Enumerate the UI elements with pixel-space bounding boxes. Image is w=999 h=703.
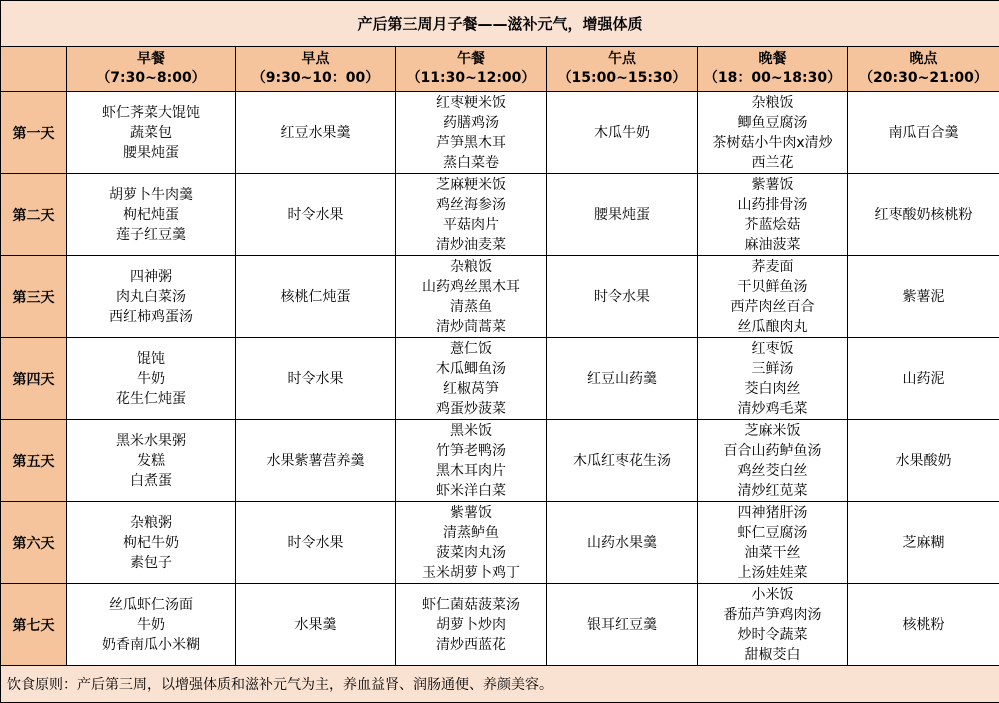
dish-item: 竹笋老鸭汤	[396, 441, 546, 461]
menu-cell	[67, 256, 236, 338]
menu-cell	[698, 256, 848, 338]
dish-item: 鸡蛋炒菠菜	[396, 399, 546, 419]
day-row	[1, 502, 999, 584]
dish-item: 牛奶	[67, 615, 235, 635]
dish-item: 山药鸡丝黑木耳	[396, 277, 546, 297]
dish-item: 鸡丝茭白丝	[698, 461, 847, 481]
dish-item: 素包子	[67, 553, 235, 573]
dish-item: 胡萝卜炒肉	[396, 615, 546, 635]
dish-item: 平菇肉片	[396, 215, 546, 235]
menu-cell	[236, 584, 396, 666]
dish-item: 炒时令蔬菜	[698, 625, 847, 645]
day-label: 第二天	[1, 174, 67, 256]
dish-item: 奶香南瓜小米糊	[67, 635, 235, 655]
day-row	[1, 92, 999, 174]
meal-name: 午点	[547, 50, 697, 69]
dish-item: 油菜干丝	[698, 543, 847, 563]
menu-cell	[848, 420, 999, 502]
menu-cell	[236, 502, 396, 584]
dish-item: 时令水果	[236, 369, 395, 389]
menu-cell	[848, 92, 999, 174]
day-label: 第六天	[1, 502, 67, 584]
menu-cell	[547, 92, 698, 174]
dish-item: 百合山药鲈鱼汤	[698, 441, 847, 461]
menu-cell	[396, 420, 547, 502]
dish-item: 芝麻糊	[848, 533, 999, 553]
meal-header	[848, 47, 999, 92]
meal-name: 午餐	[396, 50, 546, 69]
dish-item: 甜椒茭白	[698, 645, 847, 665]
menu-cell	[396, 92, 547, 174]
menu-cell	[547, 338, 698, 420]
day-row	[1, 174, 999, 256]
dish-item: 麻油菠菜	[698, 235, 847, 255]
menu-cell	[848, 502, 999, 584]
dish-item: 虾仁菌菇菠菜汤	[396, 595, 546, 615]
dish-item: 紫薯泥	[848, 287, 999, 307]
dish-item: 南瓜百合羹	[848, 123, 999, 143]
dish-item: 银耳红豆羹	[547, 615, 697, 635]
dish-item: 木瓜鲫鱼汤	[396, 359, 546, 379]
menu-cell	[67, 174, 236, 256]
menu-cell	[236, 420, 396, 502]
menu-cell	[848, 338, 999, 420]
dish-item: 玉米胡萝卜鸡丁	[396, 563, 546, 583]
menu-cell	[67, 502, 236, 584]
dish-item: 干贝鲜鱼汤	[698, 277, 847, 297]
dish-item: 四神猪肝汤	[698, 503, 847, 523]
dish-item: 小米饭	[698, 585, 847, 605]
dish-item: 木瓜牛奶	[547, 123, 697, 143]
dish-item: 番茄芦笋鸡肉汤	[698, 605, 847, 625]
dish-item: 山药水果羹	[547, 533, 697, 553]
dish-item: 芦笋黑木耳	[396, 133, 546, 153]
dish-item: 核桃粉	[848, 615, 999, 635]
dish-item: 虾米洋白菜	[396, 481, 546, 501]
dish-item: 白煮蛋	[67, 471, 235, 491]
menu-cell	[698, 338, 848, 420]
dish-item: 清蒸鲈鱼	[396, 523, 546, 543]
dish-item: 紫薯饭	[396, 503, 546, 523]
dish-item: 鲫鱼豆腐汤	[698, 113, 847, 133]
dish-item: 水果酸奶	[848, 451, 999, 471]
dish-item: 红枣粳米饭	[396, 93, 546, 113]
dish-item: 发糕	[67, 451, 235, 471]
meal-time: （20:30~21:00）	[848, 69, 999, 88]
meal-time: （15:00~15:30）	[547, 69, 697, 88]
dish-item: 茶树菇小牛肉x清炒	[698, 133, 847, 153]
dish-item: 腰果炖蛋	[547, 205, 697, 225]
menu-cell	[547, 420, 698, 502]
dish-item: 清炒油麦菜	[396, 235, 546, 255]
dish-item: 清炒鸡毛菜	[698, 399, 847, 419]
menu-cell	[67, 584, 236, 666]
menu-cell	[698, 92, 848, 174]
menu-cell	[396, 502, 547, 584]
dish-item: 莲子红豆羹	[67, 225, 235, 245]
diet-principle: 饮食原则：产后第三周，以增强体质和滋补元气为主，养血益肾、润肠通便、养颜美容。	[1, 666, 999, 703]
dish-item: 时令水果	[236, 205, 395, 225]
menu-cell	[698, 502, 848, 584]
day-label: 第七天	[1, 584, 67, 666]
dish-item: 核桃仁炖蛋	[236, 287, 395, 307]
dish-item: 虾仁豆腐汤	[698, 523, 847, 543]
menu-cell	[396, 338, 547, 420]
dish-item: 清炒西蓝花	[396, 635, 546, 655]
dish-item: 三鲜汤	[698, 359, 847, 379]
dish-item: 水果羹	[236, 615, 395, 635]
dish-item: 清蒸鱼	[396, 297, 546, 317]
meal-header	[67, 47, 236, 92]
dish-item: 丝瓜虾仁汤面	[67, 595, 235, 615]
dish-item: 杂粮饭	[396, 257, 546, 277]
meal-time: （7:30~8:00）	[67, 69, 235, 88]
day-row	[1, 584, 999, 666]
menu-cell	[698, 584, 848, 666]
menu-cell	[67, 420, 236, 502]
corner-cell	[1, 47, 67, 92]
dish-item: 胡萝卜牛肉羹	[67, 185, 235, 205]
menu-cell	[698, 420, 848, 502]
menu-cell	[848, 584, 999, 666]
dish-item: 紫薯饭	[698, 175, 847, 195]
dish-item: 山药泥	[848, 369, 999, 389]
dish-item: 时令水果	[547, 287, 697, 307]
menu-cell	[236, 256, 396, 338]
dish-item: 杂粮粥	[67, 513, 235, 533]
dish-item: 杂粮饭	[698, 93, 847, 113]
meal-header	[396, 47, 547, 92]
day-row	[1, 256, 999, 338]
meal-header	[547, 47, 698, 92]
menu-cell	[848, 174, 999, 256]
dish-item: 红枣饭	[698, 339, 847, 359]
day-row	[1, 420, 999, 502]
dish-item: 枸杞牛奶	[67, 533, 235, 553]
dish-item: 腰果炖蛋	[67, 143, 235, 163]
day-label: 第四天	[1, 338, 67, 420]
dish-item: 清炒茼蒿菜	[396, 317, 546, 337]
dish-item: 黑木耳肉片	[396, 461, 546, 481]
menu-cell	[547, 584, 698, 666]
dish-item: 薏仁饭	[396, 339, 546, 359]
table-title: 产后第三周月子餐——滋补元气，增强体质	[1, 1, 999, 47]
dish-item: 蔬菜包	[67, 123, 235, 143]
dish-item: 虾仁荠菜大馄饨	[67, 103, 235, 123]
dish-item: 红豆山药羹	[547, 369, 697, 389]
menu-cell	[396, 174, 547, 256]
dish-item: 茭白肉丝	[698, 379, 847, 399]
menu-cell	[547, 256, 698, 338]
menu-cell	[547, 174, 698, 256]
dish-item: 上汤娃娃菜	[698, 563, 847, 583]
day-label: 第一天	[1, 92, 67, 174]
menu-cell	[396, 584, 547, 666]
dish-item: 红枣酸奶核桃粉	[848, 205, 999, 225]
dish-item: 红豆水果羹	[236, 123, 395, 143]
dish-item: 西红柿鸡蛋汤	[67, 307, 235, 327]
menu-cell	[236, 174, 396, 256]
menu-cell	[396, 256, 547, 338]
dish-item: 红椒莴笋	[396, 379, 546, 399]
dish-item: 荞麦面	[698, 257, 847, 277]
dish-item: 肉丸白菜汤	[67, 287, 235, 307]
dish-item: 鸡丝海参汤	[396, 195, 546, 215]
dish-item: 丝瓜酿肉丸	[698, 317, 847, 337]
dish-item: 蒸白菜卷	[396, 153, 546, 173]
menu-cell	[236, 92, 396, 174]
day-label: 第五天	[1, 420, 67, 502]
menu-cell	[236, 338, 396, 420]
menu-cell	[67, 92, 236, 174]
dish-item: 馄饨	[67, 349, 235, 369]
dish-item: 枸杞炖蛋	[67, 205, 235, 225]
dish-item: 水果紫薯营养羹	[236, 451, 395, 471]
dish-item: 四神粥	[67, 267, 235, 287]
meal-time: （18：00~18:30）	[698, 69, 847, 88]
day-label: 第三天	[1, 256, 67, 338]
dish-item: 木瓜红枣花生汤	[547, 451, 697, 471]
meal-header	[698, 47, 848, 92]
dish-item: 时令水果	[236, 533, 395, 553]
dish-item: 西兰花	[698, 153, 847, 173]
dish-item: 清炒红苋菜	[698, 481, 847, 501]
meal-name: 早餐	[67, 50, 235, 69]
meal-time: （9:30~10：00）	[236, 69, 395, 88]
meal-name: 晚点	[848, 50, 999, 69]
dish-item: 芝麻米饭	[698, 421, 847, 441]
menu-cell	[67, 338, 236, 420]
meal-time: （11:30~12:00）	[396, 69, 546, 88]
dish-item: 芝麻粳米饭	[396, 175, 546, 195]
menu-cell	[547, 502, 698, 584]
dish-item: 菠菜肉丸汤	[396, 543, 546, 563]
dish-item: 黑米饭	[396, 421, 546, 441]
dish-item: 芥蓝烩菇	[698, 215, 847, 235]
menu-cell	[698, 174, 848, 256]
dish-item: 花生仁炖蛋	[67, 389, 235, 409]
dish-item: 山药排骨汤	[698, 195, 847, 215]
dish-item: 西芹肉丝百合	[698, 297, 847, 317]
dish-item: 黑米水果粥	[67, 431, 235, 451]
meal-name: 晚餐	[698, 50, 847, 69]
meal-header	[236, 47, 396, 92]
meal-header-row	[1, 47, 999, 92]
day-row	[1, 338, 999, 420]
dish-item: 药膳鸡汤	[396, 113, 546, 133]
dish-item: 牛奶	[67, 369, 235, 389]
meal-name: 早点	[236, 50, 395, 69]
menu-cell	[848, 256, 999, 338]
